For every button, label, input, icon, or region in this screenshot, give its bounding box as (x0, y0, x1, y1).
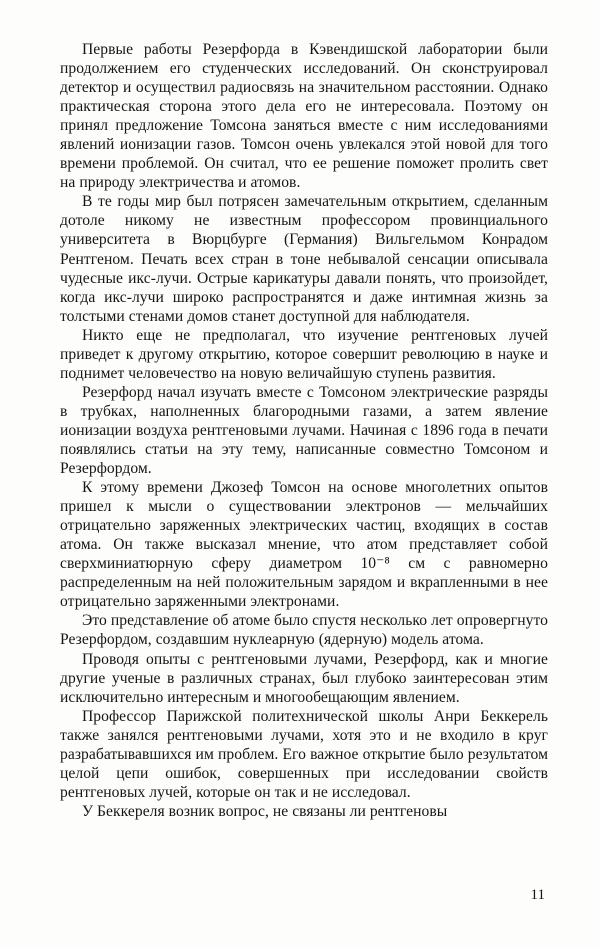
body-text (60, 40, 548, 821)
paragraph-3: Никто еще не предполагал, что изучение рентгеновых лучей приведет к другому открытию, которое совершит революцию в науке и поднимет человечество на новую величайшую ступень развития. (60, 326, 548, 382)
page-number: 11 (530, 887, 545, 903)
paragraph-9: У Беккереля возник вопрос, не связаны ли рентгеновы (82, 802, 448, 820)
paragraph-8: Профессор Парижской политехнической школы Анри Беккерель также занялся рентгеновыми лучами, хотя это и не входило в круг разрабатывавшихся им проблем. Его важное открытие было результатом целой цепи ошибок, совершенных при исследовании свойств рентгеновых лучей, которые он так и не исследовал. (60, 707, 548, 801)
paragraph-7: Проводя опыты с рентгеновыми лучами, Резерфорд, как и многие другие ученые в различных странах, был глубоко заинтересован этим исключительно интересным и многообещающим явлением. (60, 650, 548, 706)
paragraph-2: В те годы мир был потрясен замечательным открытием, сделанным дотоле никому не известным профессором провинциального университета в Вюрцбурге (Германия) Вильгельмом Конрадом Рентгеном. Печать всех стран в тоне небывалой сенсации описывала чудесные икс-лучи. Острые карикатуры давали понять, что произойдет, когда икс-лучи широко распространятся и даже интимная жизнь за толстыми стенами домов станет доступной для наблюдателя. (60, 193, 548, 325)
paragraph-1: Первые работы Резерфорда в Кэвендишской лаборатории были продолжением его студенческих исследований. Он сконструировал детектор и осуществил радиосвязь на значительном расстоянии. Однако практическая сторона этого дела его не интересовала. Поэтому он принял предложение Томсона заняться вместе с ним исследованиями явлений ионизации газов. Томсон очень увлекался этой новой для того времени проблемой. Он считал, что ее решение поможет пролить свет на природу электричества и атомов. (60, 41, 548, 192)
paragraph-4: Резерфорд начал изучать вместе с Томсоном электрические разряды в трубках, наполненных благородными газами, а затем явление ионизации воздуха рентгеновыми лучами. Начиная с 1896 года в печати появлялись статьи на эту тему, написанные совместно Томсоном и Резерфордом. (60, 383, 548, 478)
paragraph-5: К этому времени Джозеф Томсон на основе многолетних опытов пришел к мысли о существовании электронов — мельчайших отрицательно заряженных электрических частиц, входящих в состав атома. Он также высказал мнение, что атом представляет собой сверхминиатюрную сферу диаметром 10⁻⁸ см с равномерно распределенным на ней положительным зарядом и вкрапленными в нее отрицательно заряженными электронами. (60, 479, 548, 611)
paragraph-6: Это представление об атоме было спустя несколько лет опровергнуто Резерфордом, создавшим нуклеарную (ядерную) модель атома. (60, 612, 548, 649)
